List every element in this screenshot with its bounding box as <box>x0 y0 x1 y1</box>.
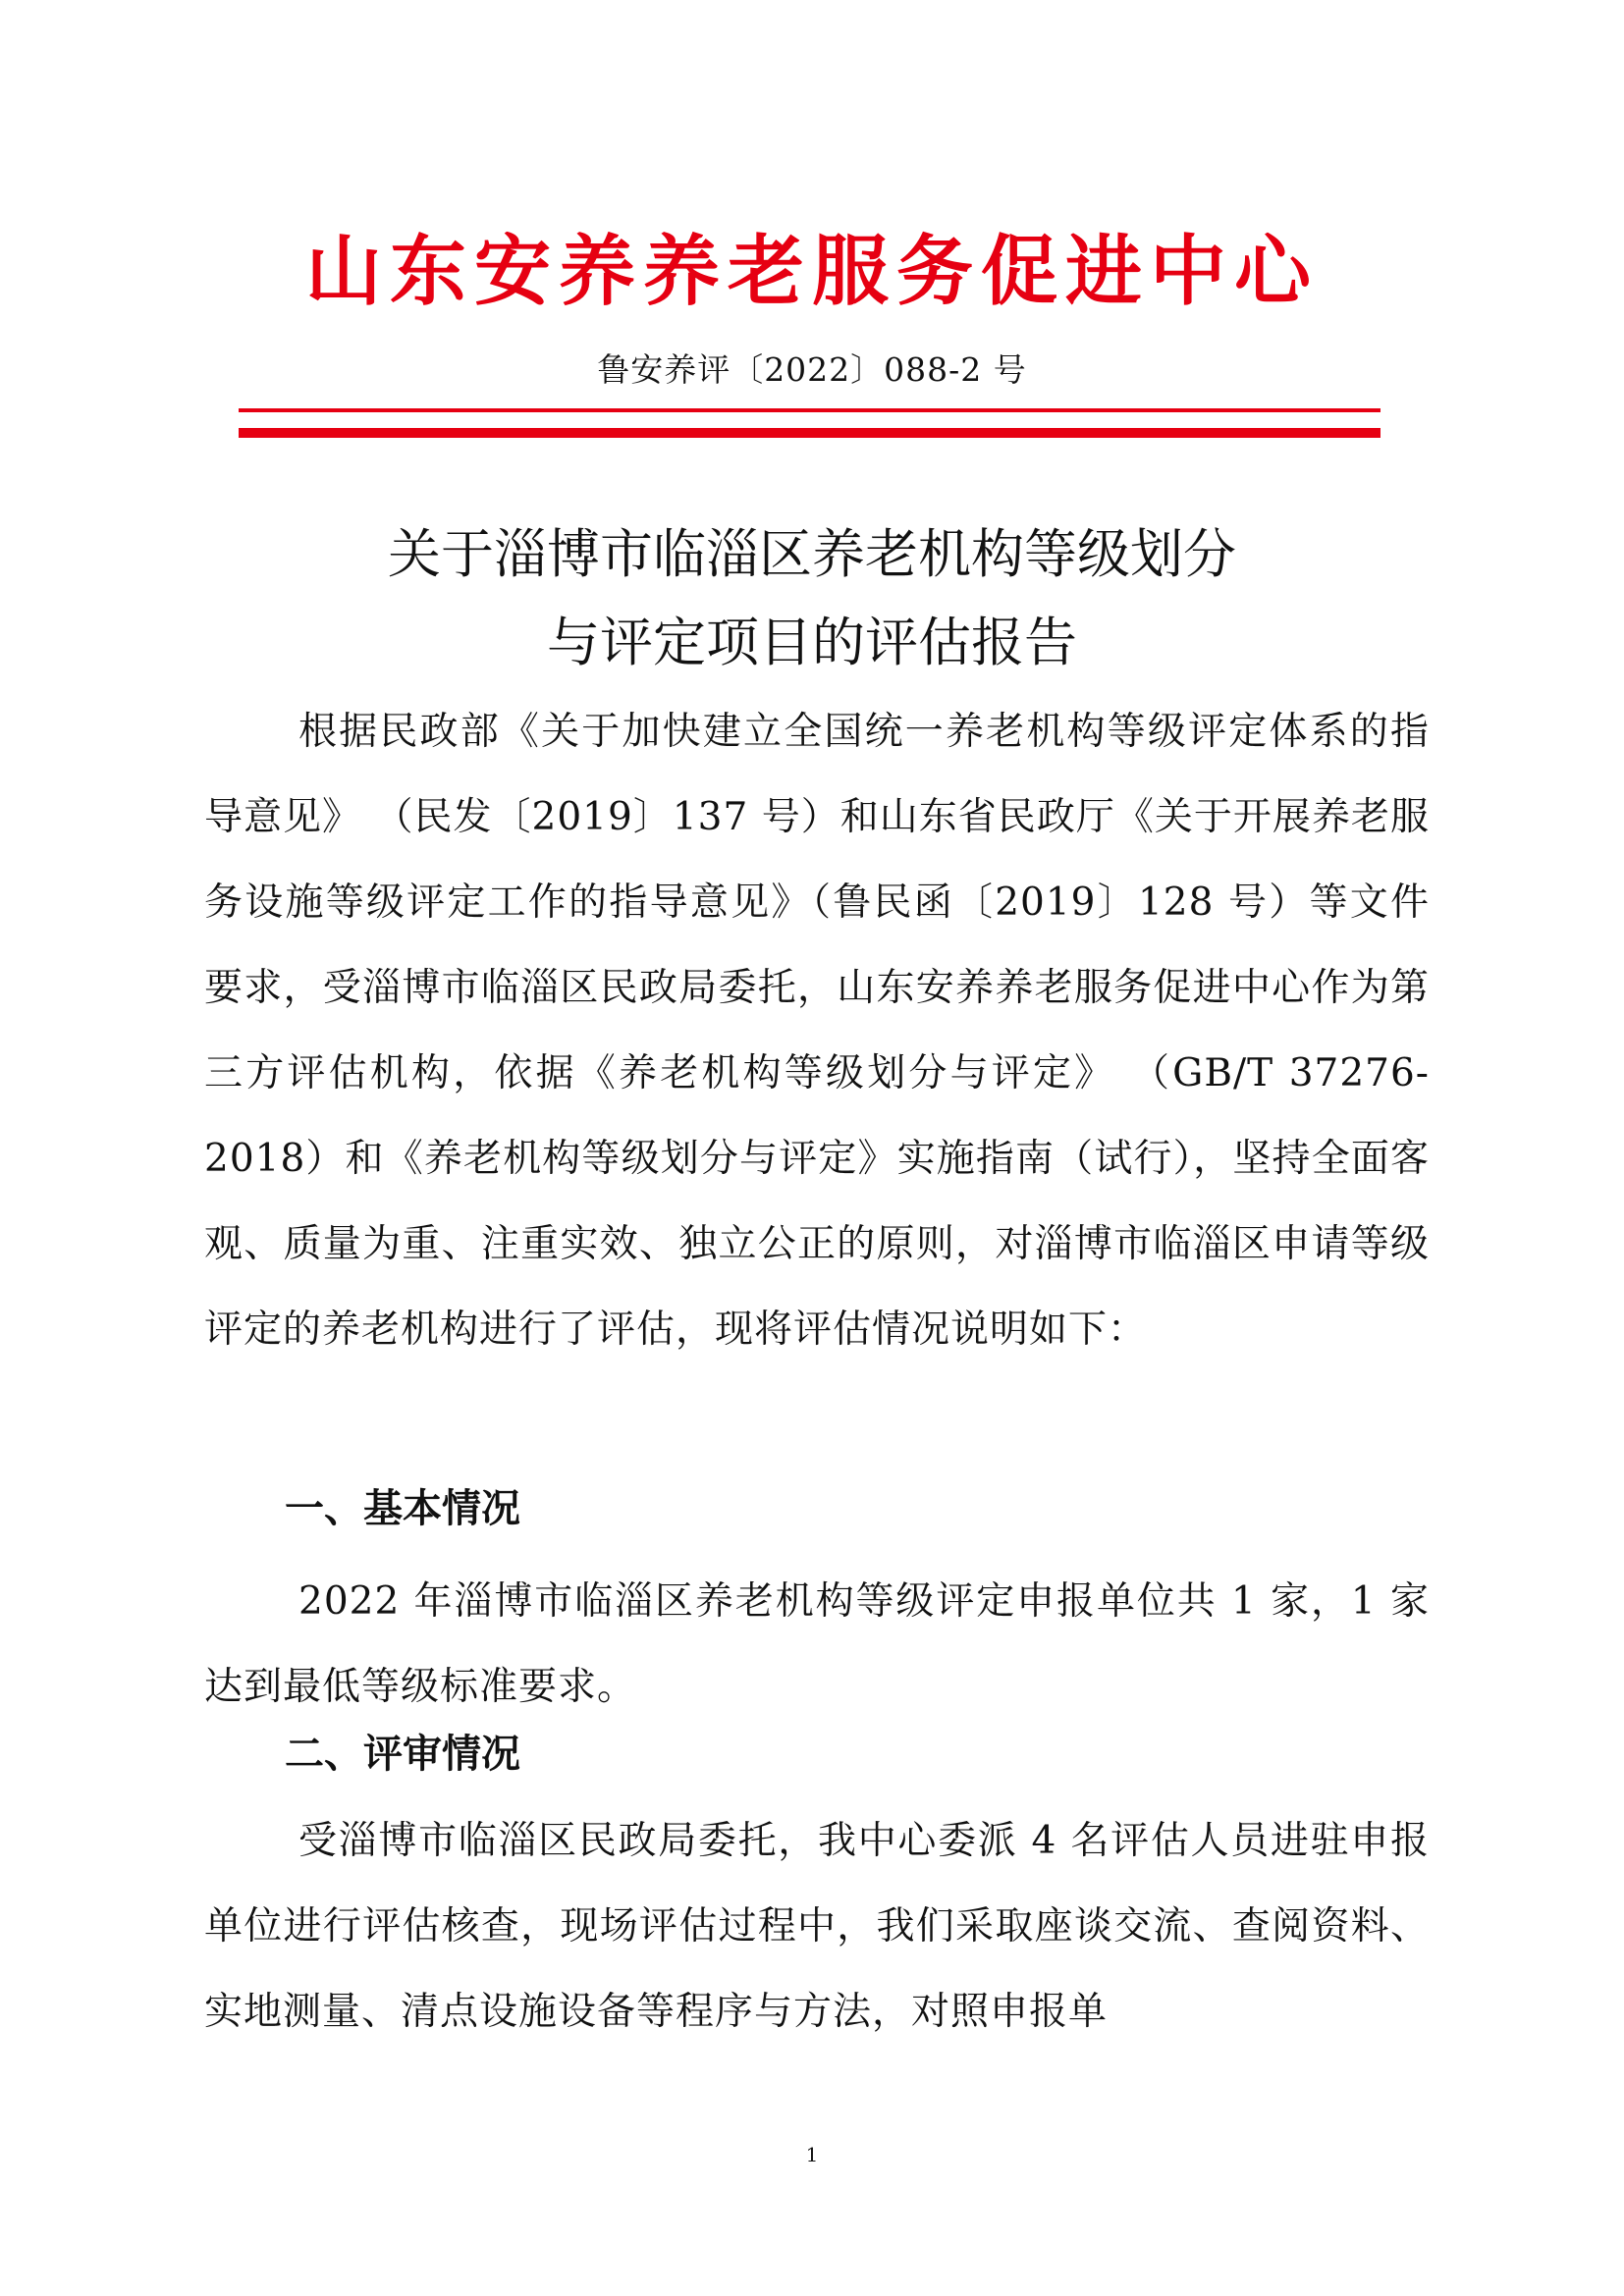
report-title-line-1: 关于淄博市临淄区养老机构等级划分 <box>388 523 1236 585</box>
document-number: 鲁安养评〔2022〕088-2 号 <box>597 350 1027 389</box>
intro-paragraph: 根据民政部《关于加快建立全国统一养老机构等级评定体系的指导意见》 （民发〔2019〕137 号）和山东省民政厅《关于开展养老服务设施等级评定工作的指导意见》（鲁民函〔2019〕128 号）等文件要求，受淄博市临淄区民政局委托，山东安养养老服务促进中心作为第三方评估机构，依据《养老机构等级划分与评定》 （GB/T 37276-2018）和《养老机构等级划分与评定》实施指南（试行），坚持全面客观、质量为重、注重实效、独立公正的原则，对淄博市临淄区申请等级评定的养老机构进行了评估，现将评估情况说明如下： <box>204 710 1430 1352</box>
red-divider-thin <box>239 408 1380 412</box>
report-title <box>0 510 1624 687</box>
red-divider-thick <box>239 428 1380 438</box>
organization-title: 山东安养养老服务促进中心 <box>304 227 1319 316</box>
basic-situation-paragraph: 2022 年淄博市临淄区养老机构等级评定申报单位共 1 家，1 家达到最低等级标准要求。 <box>204 1579 1430 1709</box>
report-title-line-2: 与评定项目的评估报告 <box>547 612 1077 673</box>
section-heading-review-situation: 二、评审情况 <box>285 1732 520 1777</box>
page-number: 1 <box>805 2143 819 2166</box>
review-situation-paragraph: 受淄博市临淄区民政局委托，我中心委派 4 名评估人员进驻申报单位进行评估核查，现场评估过程中，我们采取座谈交流、查阅资料、实地测量、清点设施设备等程序与方法，对照申报单 <box>204 1819 1430 2034</box>
section-heading-basic-situation: 一、基本情况 <box>285 1486 520 1531</box>
